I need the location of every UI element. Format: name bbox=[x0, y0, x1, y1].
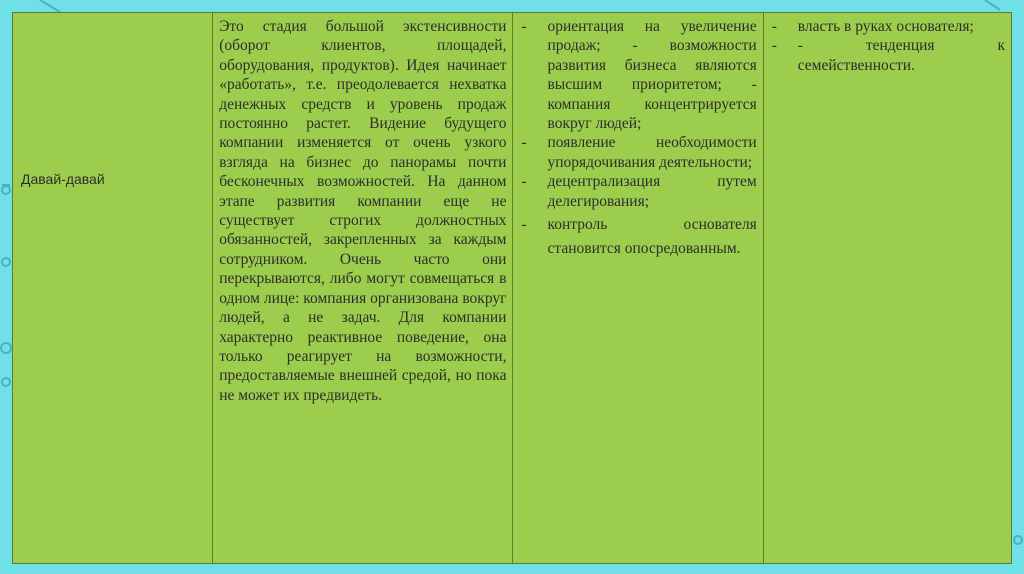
characteristics-list bbox=[513, 13, 762, 261]
list-item: - ориентация на увеличение продаж; - возможности развития бизнеса являются высшим приоритетом; - компания концентрируется вокруг людей; bbox=[521, 18, 757, 133]
stage-name: Давай-давай bbox=[21, 171, 105, 188]
management-cell bbox=[763, 13, 1011, 564]
characteristics-cell bbox=[513, 13, 763, 564]
list-item: - - тенденция к семейственности. bbox=[771, 37, 1005, 74]
list-item: - власть в руках основателя; bbox=[771, 18, 974, 35]
management-list bbox=[764, 13, 1011, 75]
list-item: - децентрализация путем делегирования; bbox=[521, 173, 757, 210]
stage-table bbox=[12, 12, 1012, 564]
list-item: - появление необходимости упорядочивания деятельности; bbox=[521, 134, 757, 171]
table-row bbox=[13, 13, 1012, 564]
description-cell bbox=[213, 13, 513, 564]
stage-description: Это стадия большой экстенсивности (оборот клиентов, площадей, оборудования, продуктов). Идея начинает «работать», т.е. преодолевается нехватка денежных средств и уровень продаж постоянно растет. Видение будущего компании изменяется от очень узкого взгляда на бизнес до панорамы почти бесконечных возможностей. На данном этапе развития компании еще не существует строгих должностных обязанностей, закрепленных за каждым сотрудником. Очень часто они перекрываются, либо могут совмещаться в одном лице: компания организована вокруг людей, а не задач. Для компании характерно реактивное поведение, она только реагирует на возможности, предоставляемые внешней средой, но пока не может их предвидеть. bbox=[219, 18, 507, 404]
list-item: - контроль основателя становится опосредованным. bbox=[521, 216, 757, 258]
stage-name-cell bbox=[13, 13, 213, 564]
